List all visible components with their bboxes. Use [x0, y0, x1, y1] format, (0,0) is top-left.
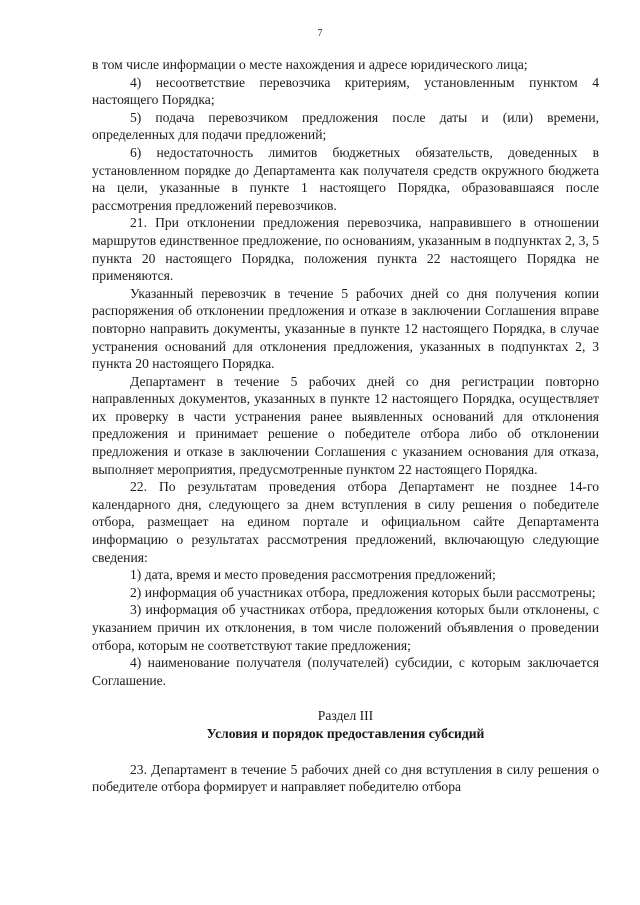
list-item-5: 5) подача перевозчиком предложения после даты и (или) времени, определенных для подачи предложений;: [92, 109, 599, 143]
clause-22-item-3: 3) информация об участниках отбора, предложения которых были отклонены, с указанием причин их отклонения, в том числе положений объявления о проведении отбора, которым не соответствуют такие предложения;: [92, 602, 599, 653]
clause-23: 23. Департамент в течение 5 рабочих дней со дня вступления в силу решения о победителе отбора формирует и направляет победителю отбора: [92, 761, 599, 795]
clause-21: 21. При отклонении предложения перевозчика, направившего в отношении маршрутов единственное предложение, по основаниям, указанным в подпунктах 2, 3, 5 пункта 20 настоящего Порядка, положения пункта 22 настоящего Порядка не применяются.: [92, 215, 599, 284]
clause-21-paragraph-3: Департамент в течение 5 рабочих дней со дня регистрации повторно направленных документов, указанных в пункте 12 настоящего Порядка, осуществляет их проверку в части устранения ранее выявленных оснований для отклонения предложения и принимает решение о победителе отбора либо об отклонении предложения и отказе в заключении Соглашения с указанием основания для отказа, выполняет мероприятия, предусмотренные пунктом 22 настоящего Порядка.: [92, 373, 599, 477]
paragraph-continuation: в том числе информации о месте нахождения и адресе юридического лица;: [92, 57, 528, 72]
page-number: 7: [317, 28, 323, 39]
document-body: [92, 56, 599, 796]
list-item-6: 6) недостаточность лимитов бюджетных обязательств, доведенных в установленном порядке до Департамента как получателя средств окружного бюджета на цели, указанные в пункте 1 настоящего Порядка, образовавшаяся после рассмотрения предложений перевозчиков.: [92, 144, 599, 213]
clause-22-item-2: 2) информация об участниках отбора, предложения которых были рассмотрены;: [130, 584, 596, 600]
section-number: Раздел III: [317, 708, 374, 724]
clause-22: 22. По результатам проведения отбора Департамент не позднее 14-го календарного дня, следующего за днем вступления в силу решения о победителе отбора, размещает на едином портале и официальном сайте Департамента информацию о результатах рассмотрения предложений, включающую следующие сведения:: [92, 479, 599, 565]
clause-21-paragraph-2: Указанный перевозчик в течение 5 рабочих дней со дня получения копии распоряжения об отклонении предложения и отказе в заключении Соглашения вправе повторно направить документы, указанные в пункте 12 настоящего Порядка, в случае устранения оснований для отклонения предложения, указанных в подпунктах 2, 3 пункта 20 настоящего Порядка.: [92, 285, 599, 372]
clause-22-item-1: 1) дата, время и место проведения рассмотрения предложений;: [130, 567, 496, 583]
list-item-4: 4) несоответствие перевозчика критериям, установленным пунктом 4 настоящего Порядка;: [92, 74, 599, 108]
section-title: Условия и порядок предоставления субсидий: [206, 725, 485, 741]
clause-22-item-4: 4) наименование получателя (получателей) субсидии, с которым заключается Соглашение.: [92, 655, 599, 688]
